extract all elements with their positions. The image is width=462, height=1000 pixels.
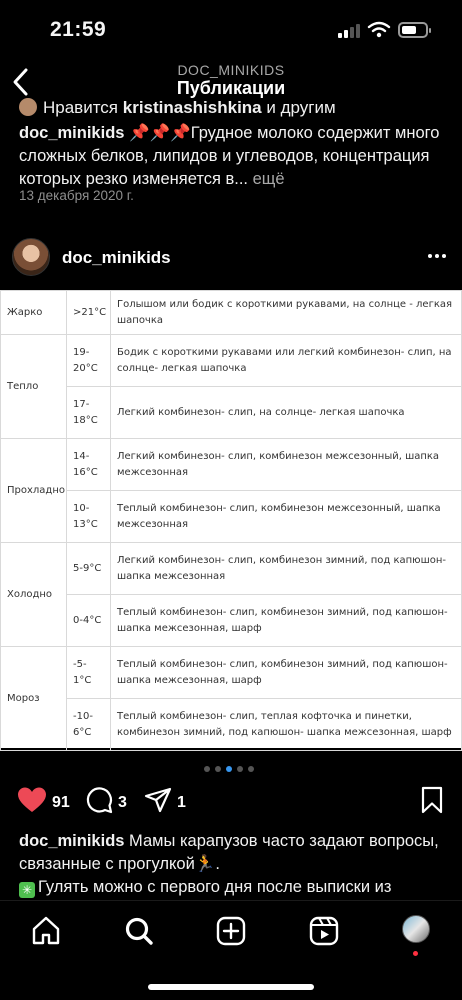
profile-avatar[interactable] (402, 915, 430, 943)
shares-count[interactable]: 1 (177, 794, 186, 811)
header-username: DOC_MINIKIDS (177, 62, 285, 78)
post-header (0, 232, 462, 288)
table-cell-temp: -10-6°C (67, 699, 111, 751)
carousel-dot (237, 766, 243, 772)
table-row (1, 647, 462, 699)
post-image[interactable] (0, 290, 462, 748)
post-username[interactable]: doc_minikids (62, 248, 171, 267)
previous-post (0, 98, 462, 230)
carousel-dot (248, 766, 254, 772)
table-cell-temp: 10-13°C (67, 491, 111, 543)
table-cell-clothes: Теплый комбинезон- слип, комбинезон зимний, под капюшон- шапка межсезонная, шарф (111, 595, 462, 647)
comment-icon[interactable] (85, 786, 113, 814)
more-link[interactable]: ещё (252, 170, 285, 188)
post-actions (0, 786, 462, 820)
table-cell-temp: 0-4°C (67, 595, 111, 647)
table-row (1, 491, 462, 543)
carousel-dot (215, 766, 221, 772)
table-cell-clothes: Голышом или бодик с короткими рукавами, на солнце - легкая шапочка (111, 291, 462, 335)
table-cell-temp: 5-9°C (67, 543, 111, 595)
table-cell-clothes: Теплый комбинезон- слип, комбинезон зимний, под капюшон- шапка межсезонная, шарф (111, 647, 462, 699)
table-row (1, 387, 462, 439)
table-cell-category: Мороз (1, 647, 67, 751)
pin-icons: 📌📌📌 (129, 124, 191, 142)
table-cell-temp: -5-1°C (67, 647, 111, 699)
table-cell-clothes: Легкий комбинезон- слип, комбинезон зимний, под капюшон- шапка межсезонная (111, 543, 462, 595)
likes-count[interactable]: 91 (52, 794, 70, 811)
caption-username[interactable]: doc_minikids (19, 832, 125, 850)
check-mark-icon: ✳ (19, 882, 35, 898)
more-horizontal-icon[interactable] (428, 254, 446, 258)
comments-count[interactable]: 3 (118, 794, 127, 811)
table-cell-clothes: Теплый комбинезон- слип, теплая кофточка и пинетки, комбинезон зимний, под капюшон- шапка межсезонная, шарф (111, 699, 462, 751)
table-row (1, 543, 462, 595)
table-cell-clothes: Бодик с короткими рукавами или легкий комбинезон- слип, на солнце- легкая шапочка (111, 335, 462, 387)
caption-username[interactable]: doc_minikids (19, 124, 125, 142)
table-cell-category: Жарко (1, 291, 67, 335)
liker-username[interactable]: kristinashishkina (122, 98, 262, 117)
status-bar (0, 0, 462, 58)
reels-icon[interactable] (308, 915, 340, 947)
carousel-dot (204, 766, 210, 772)
bookmark-icon[interactable] (420, 786, 444, 814)
battery-icon (398, 22, 428, 38)
table-row (1, 699, 462, 751)
table-cell-category: Холодно (1, 543, 67, 647)
liker-avatar (19, 98, 37, 116)
home-icon[interactable] (30, 915, 62, 947)
home-indicator[interactable] (148, 984, 314, 990)
send-icon[interactable] (144, 786, 172, 814)
cellular-signal-icon (338, 24, 360, 38)
add-post-icon[interactable] (215, 915, 247, 947)
table-cell-temp: 14-16°C (67, 439, 111, 491)
table-cell-temp: 19-20°C (67, 335, 111, 387)
likes-summary[interactable]: Нравится kristinashishkina и другим (19, 98, 336, 118)
wifi-icon (368, 22, 390, 38)
avatar[interactable] (12, 238, 50, 276)
table-cell-clothes: Легкий комбинезон- слип, комбинезон межсезонный, шапка межсезонная (111, 439, 462, 491)
table-cell-clothes: Теплый комбинезон- слип, комбинезон межсезонный, шапка межсезонная (111, 491, 462, 543)
notification-dot (413, 951, 418, 956)
post-date: 13 декабря 2020 г. (19, 188, 134, 203)
table-cell-clothes: Легкий комбинезон- слип, на солнце- легкая шапочка (111, 387, 462, 439)
table-row (1, 439, 462, 491)
table-row (1, 595, 462, 647)
table-row (1, 335, 462, 387)
page-title: Публикации (176, 78, 286, 98)
heart-filled-icon[interactable] (17, 786, 47, 814)
carousel-indicator (204, 766, 254, 772)
search-icon[interactable] (123, 915, 155, 947)
post-caption: doc_minikids Мамы карапузов часто задают вопросы, связанные с прогулкой🏃. ✳ Гулять можно с первого дня после выписки из (19, 832, 439, 897)
table-cell-category: Тепло (1, 335, 67, 439)
table-row (1, 291, 462, 335)
table-cell-category: Прохладно (1, 439, 67, 543)
carousel-dot-active (226, 766, 232, 772)
status-time: 21:59 (50, 18, 107, 41)
table-cell-temp: 17-18°C (67, 387, 111, 439)
previous-post-caption: doc_minikids 📌📌📌Грудное молоко содержит много сложных белков, липидов и углеводов, концентрация которых резко изменяется в... ещё (19, 124, 440, 188)
clothing-temperature-table (0, 290, 462, 751)
table-cell-temp: >21°C (67, 291, 111, 335)
